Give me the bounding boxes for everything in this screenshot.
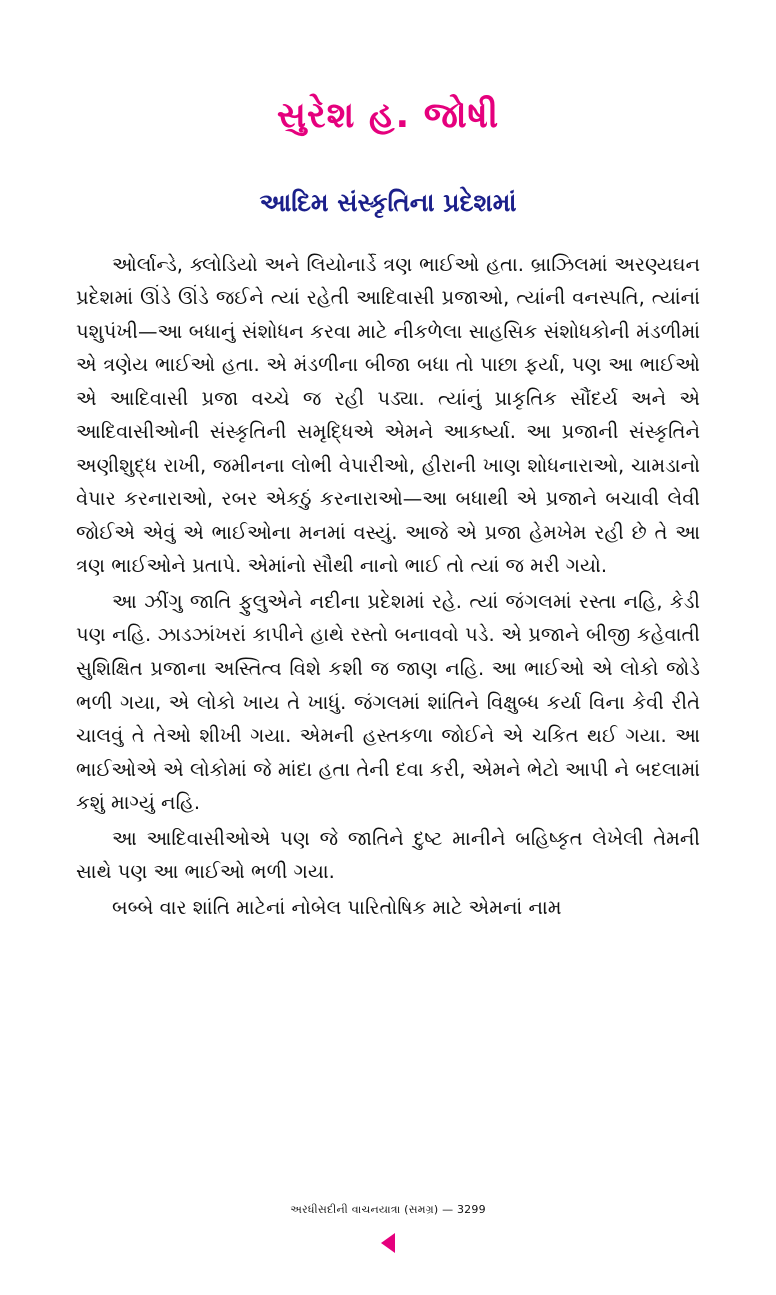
paragraph: ઓર્લાન્ડે, ક્લોડિયો અને લિયોનાર્ડે ત્રણ ભાઈઓ હતા. બ્રાઝિલમાં અરણ્યઘન પ્રદેશમાં ઊંડે ઊંડે જઈને ત્યાં રહેતી આદિવાસી પ્રજાઓ, ત્યાંની વનસ્પતિ, ત્યાંનાં પશુપંખી—આ બધાનું સંશોધન કરવા માટે નીકળેલા સાહસિક સંશોધકોની મંડળીમાં એ ત્રણેય ભાઈઓ હતા. એ મંડળીના બીજા બધા તો પાછા ફર્યા, પણ આ ભાઈઓ એ આદિવાસી પ્રજા વચ્ચે જ રહી પડ્યા. ત્યાંનું પ્રાકૃતિક સૌંદર્ય અને એ આદિવાસીઓની સંસ્કૃતિની સમૃદ્ધિએ એમને આકર્ષ્યા. આ પ્રજાની સંસ્કૃતિને અણીશુદ્ધ રાખી, જમીનના લોભી વેપારીઓ, હીરાની ખાણ શોધનારાઓ, ચામડાનો વેપાર કરનારાઓ, રબર એકઠું કરનારાઓ—આ બધાથી એ પ્રજાને બચાવી લેવી જોઈએ એવું એ ભાઈઓના મનમાં વસ્યું. આજે એ પ્રજા હેમખેમ રહી છે તે આ ત્રણ ભાઈઓને પ્રતાપે. એમાંનો સૌથી નાનો ભાઈ તો ત્યાં જ મરી ગયો. [76, 252, 700, 578]
document-page [0, 96, 776, 1295]
article-body [76, 248, 700, 925]
page-footer: અરધીસદીની વાચનયાત્રા (સમગ્ર) — 3299 [290, 1203, 486, 1216]
paragraph: આ ઝીંગુ જાતિ ફુલુએને નદીના પ્રદેશમાં રહે. ત્યાં જંગલમાં રસ્તા નહિ, કેડી પણ નહિ. ઝાડઝાંખરાં કાપીને હાથે રસ્તો બનાવવો પડે. એ પ્રજાને બીજી કહેવાતી સુશિક્ષિત પ્રજાના અસ્તિત્વ વિશે કશી જ જાણ નહિ. આ ભાઈઓ એ લોકો જોડે ભળી ગયા, એ લોકો ખાય તે ખાધું. જંગલમાં શાંતિને વિક્ષુબ્ધ કર્યા વિના કેવી રીતે ચાલવું તે તેઓ શીખી ગયા. એમની હસ્તકળા જોઈને એ ચકિત થઈ ગયા. આ ભાઈઓએ એ લોકોમાં જે માંદા હતા તેની દવા કરી, એમને ભેટો આપી ને બદલામાં કશું માગ્યું નહિ. [76, 589, 700, 815]
previous-page-marker[interactable] [0, 1233, 776, 1253]
page-title: આદિમ સંસ્કૃતિના પ્રદેશમાં [259, 187, 517, 217]
paragraph: આ આદિવાસીઓએ પણ જે જાતિને દુષ્ટ માનીને બહિષ્કૃત લેખેલી તેમની સાથે પણ આ ભાઈઓ ભળી ગયા. [76, 826, 700, 884]
author-name: સુરેશ હ. જોષી [276, 95, 500, 136]
paragraph: બબ્બે વાર શાંતિ માટેનાં નોબેલ પારિતોષિક માટે એમનાં નામ [112, 895, 562, 919]
left-triangle-icon[interactable] [381, 1233, 395, 1253]
